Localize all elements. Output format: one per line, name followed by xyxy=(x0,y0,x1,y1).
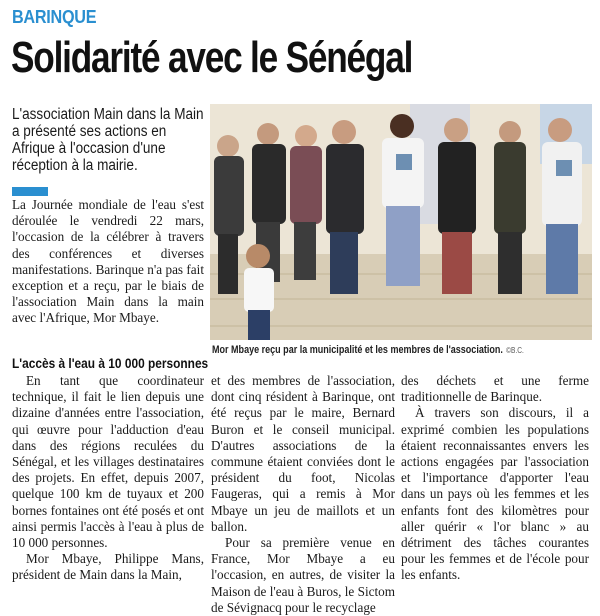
body-paragraph: Mor Mbaye, Philippe Mans, président de Main dans la Main, xyxy=(12,551,204,583)
headline: Solidarité avec le Sénégal xyxy=(11,33,413,82)
intro-column xyxy=(12,197,204,327)
accent-bar xyxy=(12,187,48,196)
body-paragraph: et des membres de l'association, dont cinq résident à Barinque, ont été reçus par le maire, Bernard Buron et le conseil municipal. D'autres associations de la commune étaient conviées dont le président du foot, Nicolas Faugeras, qui a remis à Mor Mbaye un jeu de maillots et un ballon. xyxy=(211,373,395,534)
section-label: BARINQUE xyxy=(12,7,97,27)
photo-credit: ©B.C. xyxy=(506,346,524,355)
subheading: L'accès à l'eau à 10 000 personnes xyxy=(12,355,209,371)
article-photo xyxy=(210,104,592,340)
caption-text: Mor Mbaye reçu par la municipalité et les membres de l'association. xyxy=(212,344,503,356)
intro-paragraph: La Journée mondiale de l'eau s'est déroulée le vendredi 22 mars, l'occasion de la célébrer à travers des conférences et diverses manifestations. Barinque n'a pas fait exception et a reçu, par le biais de l'association Main dans la main avec l'Afrique, Mor Mbaye. xyxy=(12,197,204,326)
body-column-3 xyxy=(401,373,589,584)
lead-paragraph: L'association Main dans la Main a présenté ses actions en Afrique à l'occasion d'une réception à la mairie. xyxy=(12,106,204,174)
photo-illustration xyxy=(210,104,592,340)
body-paragraph: des déchets et une ferme traditionnelle de Barinque. xyxy=(401,373,589,405)
body-column-1 xyxy=(12,373,204,584)
body-paragraph: En tant que coordinateur technique, il fait le lien depuis une dizaine d'années entre l'association, qui œuvre pour l'adduction d'eau dans des régions reculées du Sénégal, et les villages destinataires des projets. En effet, depuis 2007, quelque 100 km de tuyaux et 200 bornes fontaines ont été posés et ont ainsi permis l'accès à l'eau à plus de 10 000 personnes. xyxy=(12,373,204,551)
photo-caption xyxy=(212,344,524,356)
body-paragraph: Pour sa première venue en France, Mor Mbaye a eu l'occasion, en autres, de visiter la Maison de l'eau à Buros, le Sictom de Sévignacq pour le recyclage xyxy=(211,535,395,615)
body-paragraph: À travers son discours, il a exprimé combien les populations étaient reconnaissantes envers les actions engagées par l'association et l'importance d'apporter l'eau dans un pays où les femmes et les enfants font des kilomètres pour aller quérir « l'or blanc » au détriment des tâches courantes pour les femmes et de l'école pour les enfants. xyxy=(401,405,589,583)
body-column-2 xyxy=(211,373,395,616)
